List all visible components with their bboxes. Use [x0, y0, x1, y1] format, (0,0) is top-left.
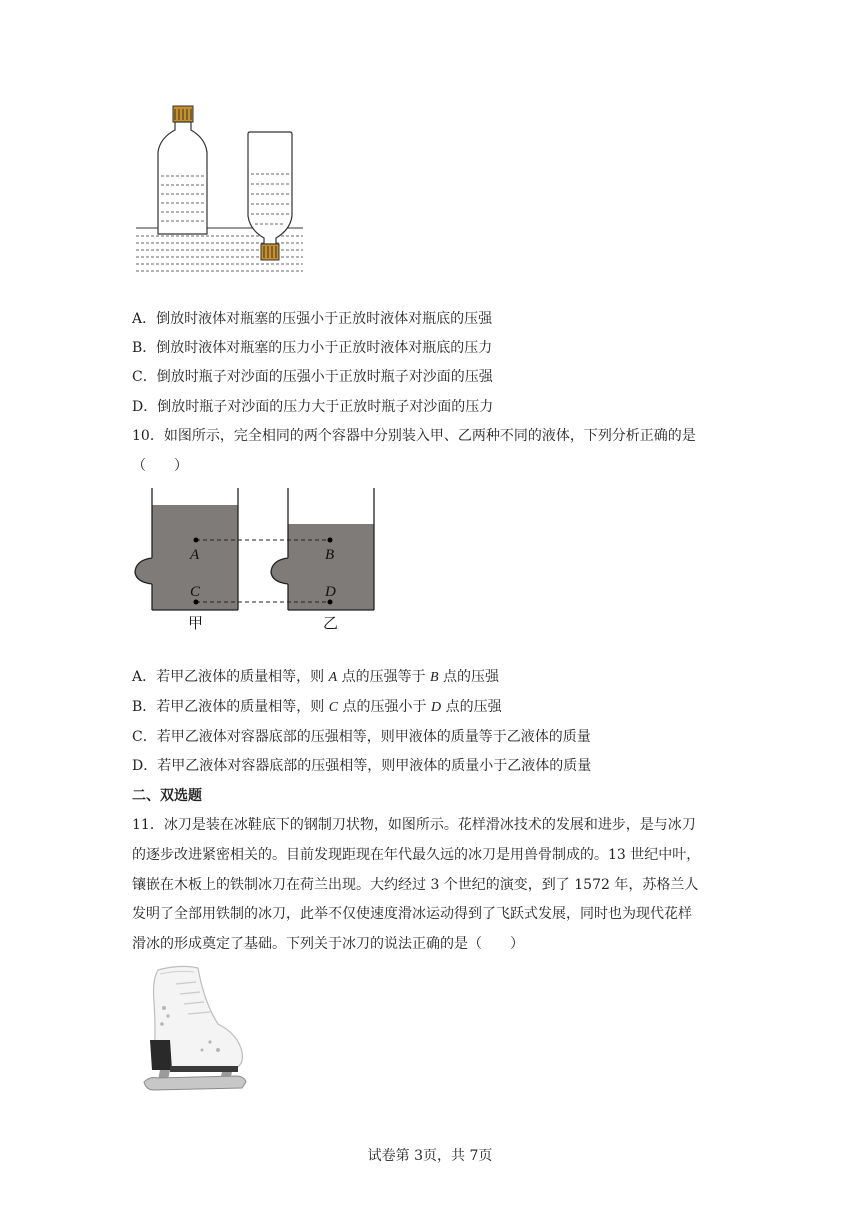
- point-c: [194, 600, 199, 605]
- point-a: [194, 538, 199, 543]
- containers-figure: [130, 488, 380, 633]
- q11-line-4: 发明了全部用铁制的冰刀，此举不仅使速度滑冰运动得到了飞跃式发展，同时也为现代花样: [132, 906, 692, 922]
- q11-line-5: 滑冰的形成奠定了基础。下列关于冰刀的说法正确的是（ ）: [132, 936, 524, 952]
- label-b: B: [325, 547, 335, 563]
- q10-option-c: C．若甲乙液体对容器底部的压强相等，则甲液体的质量等于乙液体的质量: [132, 729, 591, 745]
- q10-option-a: A．若甲乙液体的质量相等，则 A 点的压强等于 B 点的压强: [132, 669, 500, 685]
- q10-stem: 10．如图所示，完全相同的两个容器中分别装入甲、乙两种不同的液体，下列分析正确的是: [132, 428, 696, 444]
- q11-line-2: 的逐步改进紧密相关的。目前发现距现在年代最久远的冰刀是用兽骨制成的。13 世纪中叶，: [132, 847, 701, 863]
- q11-line-3: 镶嵌在木板上的铁制冰刀在荷兰出现。大约经过 3 个世纪的演变，到了 1572 年，苏格兰人: [132, 877, 699, 893]
- label-yi: 乙: [323, 614, 339, 632]
- bottles-figure: [128, 104, 308, 274]
- page-footer: 试卷第 3页，共 7页: [367, 1148, 493, 1164]
- q11-line-1: 11．冰刀是装在冰鞋底下的钢制刀状物，如图所示。花样滑冰技术的发展和进步，是与冰刀: [132, 817, 696, 833]
- point-b: [328, 538, 333, 543]
- point-d: [328, 600, 333, 605]
- label-jia: 甲: [188, 614, 204, 632]
- section-title: 二、双选题: [132, 788, 202, 804]
- q9-option-d: D．倒放时瓶子对沙面的压力大于正放时瓶子对沙面的压力: [132, 399, 494, 415]
- q9-option-c: C．倒放时瓶子对沙面的压强小于正放时瓶子对沙面的压强: [132, 369, 493, 385]
- label-a: A: [190, 547, 200, 563]
- q9-option-a: A．倒放时液体对瓶塞的压强小于正放时液体对瓶底的压强: [132, 311, 493, 327]
- q10-option-b: B．若甲乙液体的质量相等，则 C 点的压强小于 D 点的压强: [132, 699, 502, 715]
- ice-skate-image: [140, 962, 250, 1092]
- q10-stem-bracket: （ ）: [132, 458, 188, 474]
- label-d: D: [325, 584, 336, 600]
- label-c: C: [190, 584, 201, 600]
- q9-option-b: B．倒放时液体对瓶塞的压力小于正放时液体对瓶底的压力: [132, 340, 493, 356]
- q10-option-d: D．若甲乙液体对容器底部的压强相等，则甲液体的质量小于乙液体的质量: [132, 758, 592, 774]
